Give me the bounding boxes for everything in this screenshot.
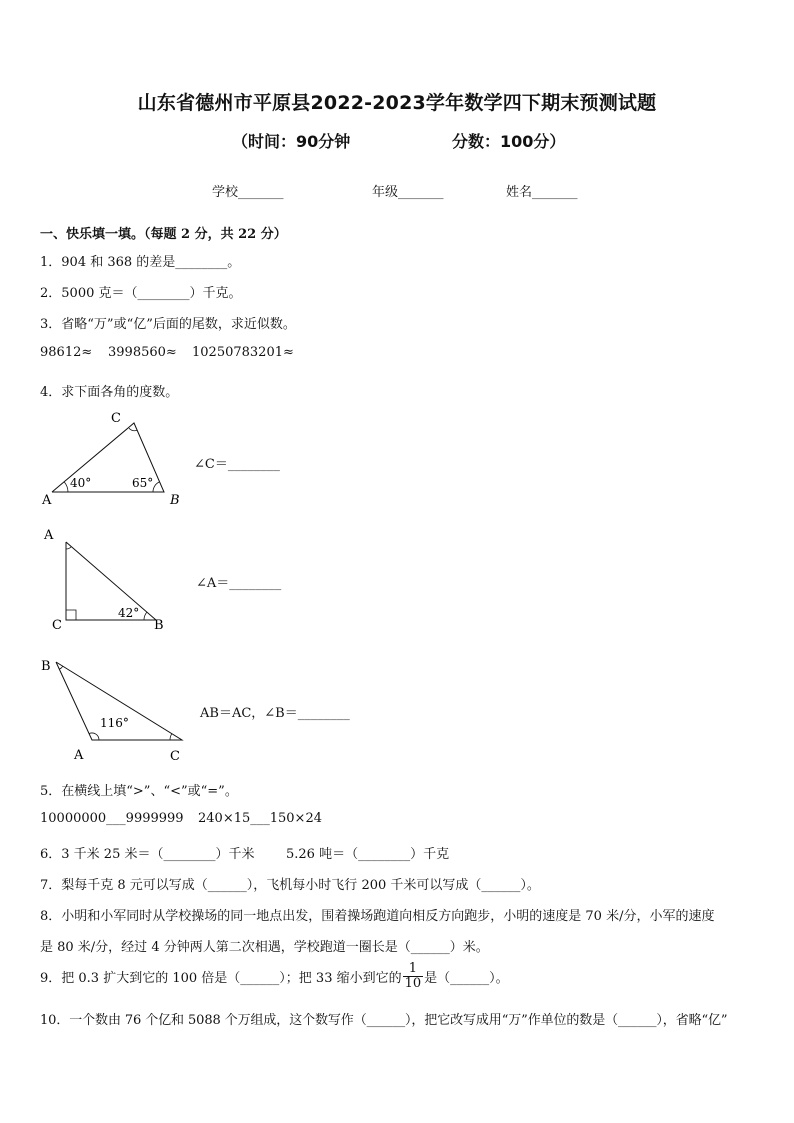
fraction-denominator: 10: [404, 976, 422, 992]
triangle-1-diagram: [36, 406, 192, 512]
tri1-angle-b: 65°: [132, 476, 154, 490]
question-1: 1．904 和 368 的差是________。: [40, 255, 241, 270]
approx-item-2: 3998560≈: [108, 345, 177, 360]
question-2: 2．5000 克＝（________）千克。: [40, 286, 242, 301]
tri1-vertex-a: A: [42, 493, 52, 508]
tri3-vertex-c: C: [170, 749, 180, 764]
question-10: 10．一个数由 76 个亿和 5088 个万组成，这个数写作（______），把它改写成用“万”作单位的数是（______），省略“亿”: [40, 1013, 728, 1028]
tri2-angle-b: 42°: [118, 606, 140, 620]
compare-item-2: 240×15___150×24: [198, 811, 322, 826]
approx-item-1: 98612≈: [40, 345, 93, 360]
question-8-line2: 是 80 米/分，经过 4 分钟两人第二次相遇，学校跑道一圈长是（______）米。: [40, 940, 489, 955]
question-9-part1: 9．把 0.3 扩大到它的 100 倍是（______）；把 33 缩小到它的: [40, 971, 402, 987]
tri1-vertex-b: B: [170, 493, 180, 508]
question-7: 7．梨每千克 8 元可以写成（______），飞机每小时飞行 200 千米可以写成（______）。: [40, 878, 540, 893]
fraction-numerator: 1: [403, 962, 424, 977]
tri1-answer: ∠C＝________: [194, 457, 280, 472]
triangle-2-diagram: [36, 524, 176, 636]
question-4: 4．求下面各角的度数。: [40, 385, 179, 400]
section-heading: 一、快乐填一填。（每题 2 分，共 22 分）: [40, 227, 287, 242]
question-9: [40, 962, 509, 992]
question-9-part2: 是（______）。: [424, 971, 509, 987]
tri3-vertex-a: A: [74, 748, 84, 763]
question-3: 3．省略“万”或“亿”后面的尾数，求近似数。: [40, 317, 296, 332]
question-6b: 5.26 吨＝（________）千克: [286, 847, 450, 862]
fraction-one-tenth: [403, 962, 424, 992]
tri2-vertex-c: C: [52, 618, 62, 633]
tri3-vertex-b: B: [41, 659, 51, 674]
exam-score: 分数：100分）: [452, 132, 566, 151]
grade-field: 年级_______: [372, 185, 444, 200]
question-8-line1: 8．小明和小军同时从学校操场的同一地点出发，围着操场跑道向相反方向跑步，小明的速度是 70 米/分，小军的速度: [40, 909, 715, 924]
tri3-angle-a: 116°: [100, 716, 129, 730]
triangle-3-diagram: [36, 652, 196, 766]
compare-item-1: 10000000___9999999: [40, 811, 184, 826]
tri2-answer: ∠A＝________: [196, 576, 282, 591]
name-field: 姓名_______: [506, 185, 578, 200]
approx-item-3: 10250783201≈: [192, 345, 294, 360]
tri1-vertex-c: C: [111, 411, 121, 426]
tri2-vertex-a: A: [44, 528, 54, 543]
school-field: 学校_______: [212, 185, 284, 200]
exam-time: （时间：90分钟: [232, 132, 351, 151]
tri2-vertex-b: B: [154, 618, 164, 633]
tri1-angle-a: 40°: [70, 476, 92, 490]
question-6a: 6．3 千米 25 米＝（________）千米: [40, 847, 255, 862]
tri3-answer: AB＝AC，∠B＝________: [200, 706, 350, 721]
exam-title: 山东省德州市平原县2022-2023学年数学四下期末预测试题: [137, 92, 657, 114]
question-5: 5．在横线上填“>”、“<”或“=”。: [40, 784, 238, 799]
